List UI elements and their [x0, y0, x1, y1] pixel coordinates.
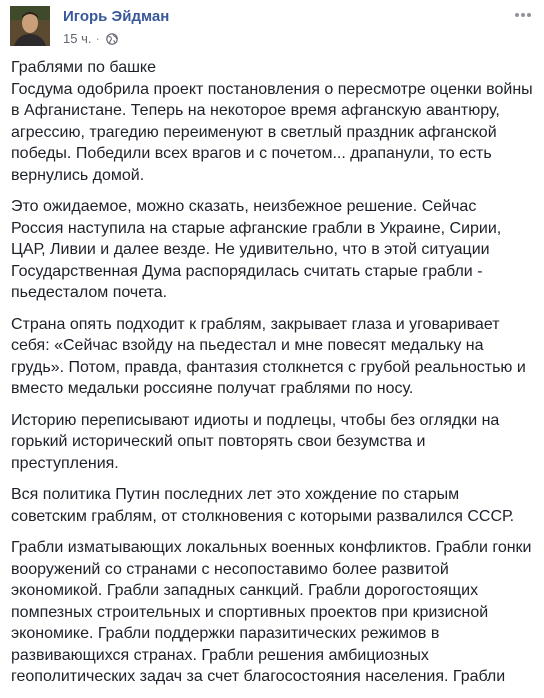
author-name[interactable]: Игорь Эйдман — [63, 8, 170, 25]
globe-icon[interactable] — [106, 33, 118, 45]
post-paragraph: Страна опять подходит к граблям, закрывает глаза и уговаривает себя: «Сейчас взойду на пьедестал и мне повесят медальку на грудь». Потом, правда, фантазия столкнется с грубой реальностью и вместо медальки россияне получат граблями по носу. — [11, 315, 526, 397]
avatar[interactable] — [10, 6, 50, 46]
post-paragraph: Это ожидаемое, можно сказать, неизбежное решение. Сейчас Россия наступила на старые афганские грабли в Украине, Сирии, ЦАР, Ливии и далее везде. Не удивительно, что в этой ситуации Государственная Дума распорядилась считать старые грабли - пьедесталом почета. — [11, 198, 502, 301]
meta-separator: · — [95, 31, 100, 46]
post-timestamp[interactable]: 15 ч. — [63, 31, 92, 46]
post-body — [11, 57, 533, 698]
post-paragraph: Историю переписывают идиоты и подлецы, чтобы без оглядки на горький исторический опыт повторять свои безумства и преступления. — [11, 411, 500, 472]
avatar-image — [10, 6, 50, 46]
post-paragraph: Граблями по башке Госдума одобрила проект постановления о пересмотре оценки войны в Афганистане. Теперь на некоторое время афганскую авантюру, агрессию, трагедию переименуют в светлый праздник афганской победы. Победили всех врагов и с почетом... драпанули, то есть вернулись домой. — [11, 59, 533, 184]
post-header — [0, 0, 544, 56]
post-paragraph: Грабли изматывающих локальных военных конфликтов. Грабли гонки вооружений со странами с несопоставимо более развитой экономикой. Грабли западных санкций. Грабли дорогостоящих помпезных строительных и спортивных проектов при кризисной экономике. Грабли поддержки паразитических режимов в развивающихся странах. Грабли решения амбициозных геополитических задач за счет благосостояния населения. Грабли — [11, 539, 532, 685]
more-horizontal-icon[interactable] — [512, 8, 534, 22]
post-paragraph: Вся политика Путин последних лет это хождение по старым советским граблям, от столкновения с которыми развалился СССР. — [11, 486, 515, 525]
post-meta — [63, 31, 118, 46]
